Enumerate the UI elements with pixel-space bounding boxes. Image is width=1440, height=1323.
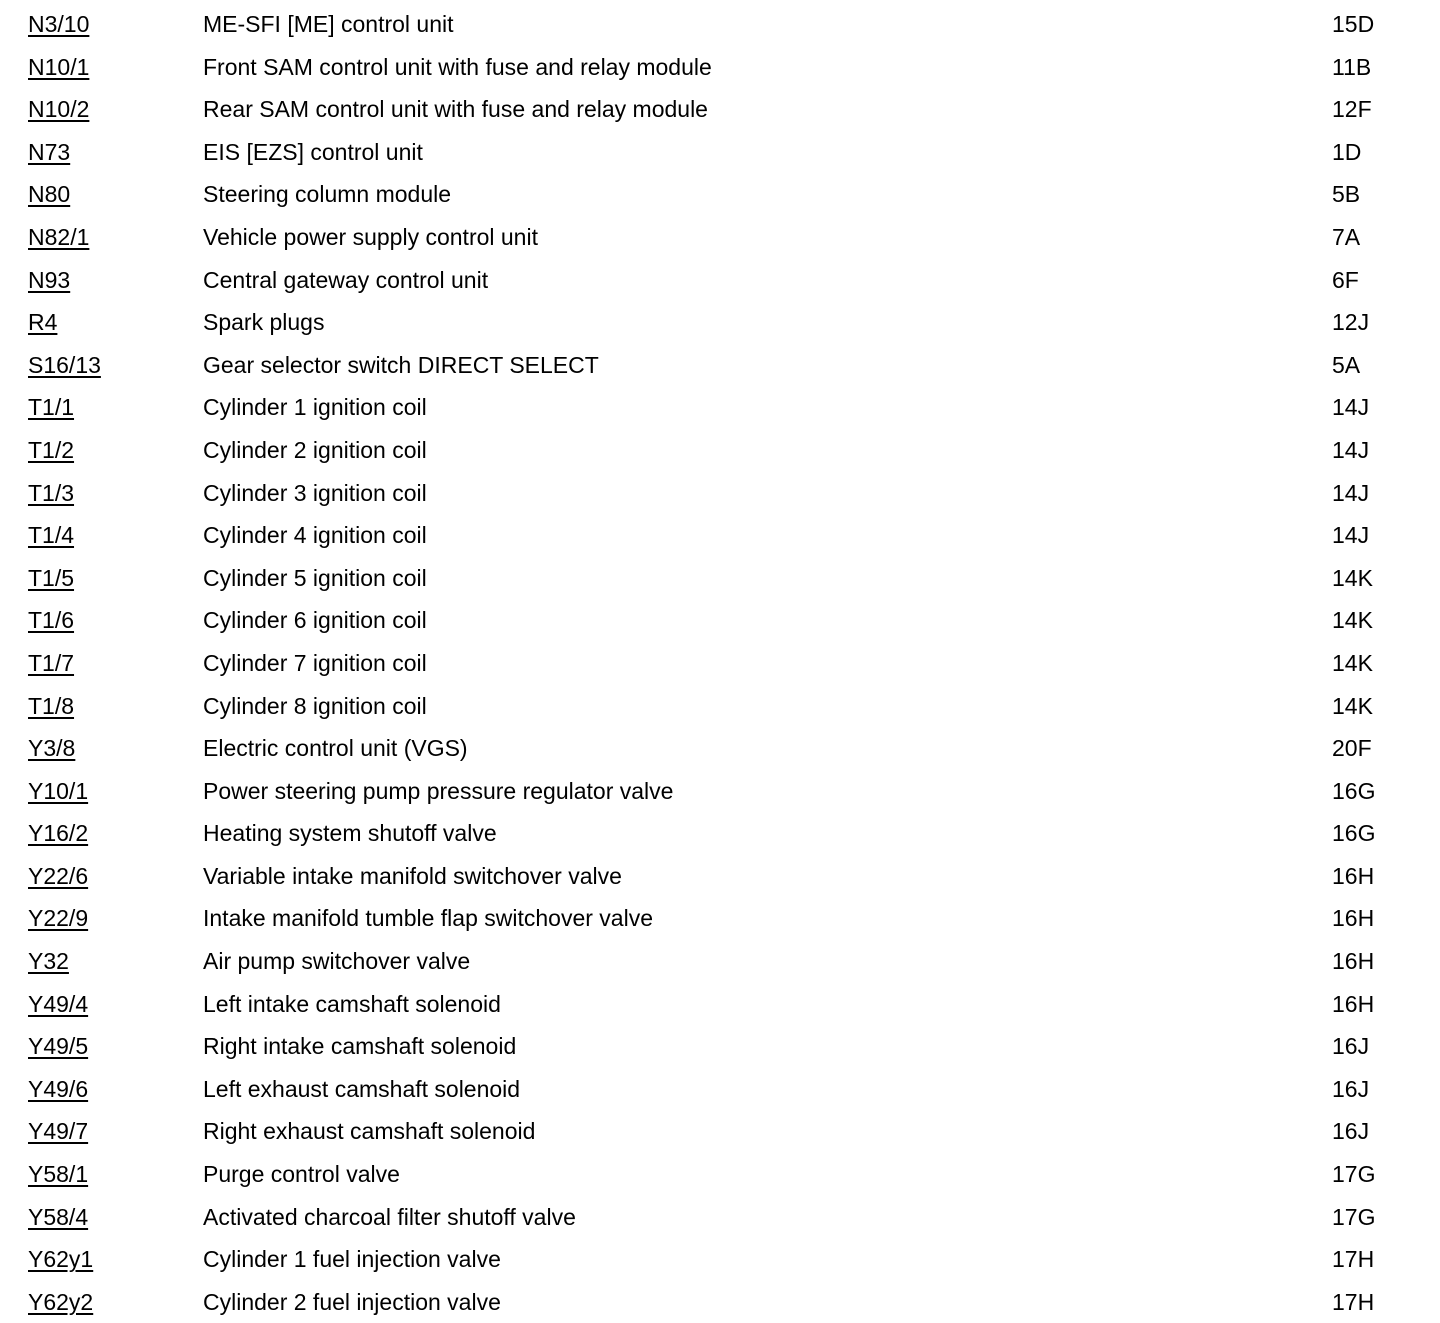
grid-location: 15D xyxy=(1332,11,1375,37)
table-row xyxy=(0,514,1440,557)
table-row xyxy=(0,344,1440,387)
component-description: Electric control unit (VGS) xyxy=(203,735,468,762)
component-description: Central gateway control unit xyxy=(203,266,489,293)
component-code-link[interactable]: Y49/7 xyxy=(28,1118,89,1145)
component-code-link[interactable]: Y32 xyxy=(28,948,69,975)
component-code-link[interactable]: Y49/6 xyxy=(28,1075,89,1102)
table-row xyxy=(0,386,1440,429)
component-description: Activated charcoal filter shutoff valve xyxy=(203,1203,576,1230)
table-row xyxy=(0,1110,1440,1153)
component-code-link[interactable]: T1/2 xyxy=(28,436,75,463)
component-description: Cylinder 3 ignition coil xyxy=(203,479,427,506)
component-code-link[interactable]: Y62y2 xyxy=(28,1288,94,1315)
table-row xyxy=(0,940,1440,983)
component-code-link[interactable]: R4 xyxy=(28,309,58,336)
grid-location: 5B xyxy=(1332,181,1361,208)
component-description: Cylinder 6 ignition coil xyxy=(203,607,427,634)
grid-location: 11B xyxy=(1332,53,1372,80)
component-legend-table xyxy=(0,3,1440,1323)
component-code-link[interactable]: Y49/5 xyxy=(28,1033,89,1060)
component-description: ME-SFI [ME] control unit xyxy=(203,11,454,37)
grid-location: 14J xyxy=(1332,479,1370,506)
table-row xyxy=(0,685,1440,728)
table-row xyxy=(0,770,1440,813)
component-description: Cylinder 1 ignition coil xyxy=(203,394,427,421)
table-row xyxy=(0,557,1440,600)
table-row xyxy=(0,727,1440,770)
grid-location: 16H xyxy=(1332,905,1375,932)
component-code-link[interactable]: Y16/2 xyxy=(28,820,89,847)
table-row xyxy=(0,1238,1440,1281)
table-row xyxy=(0,3,1440,46)
component-description: Spark plugs xyxy=(203,309,325,336)
grid-location: 16J xyxy=(1332,1118,1370,1145)
component-description: Cylinder 7 ignition coil xyxy=(203,649,427,676)
grid-location: 16H xyxy=(1332,862,1375,889)
grid-location: 1D xyxy=(1332,138,1362,165)
component-description: Steering column module xyxy=(203,181,452,208)
grid-location: 14K xyxy=(1332,692,1373,719)
table-row xyxy=(0,983,1440,1026)
component-code-link[interactable]: Y10/1 xyxy=(28,777,89,804)
component-code-link[interactable]: T1/1 xyxy=(28,394,75,421)
component-description: Cylinder 4 ignition coil xyxy=(203,522,427,549)
component-code-link[interactable]: T1/4 xyxy=(28,522,75,549)
table-row xyxy=(0,1196,1440,1239)
component-code-link[interactable]: N73 xyxy=(28,138,71,165)
grid-location: 14J xyxy=(1332,436,1370,463)
grid-location: 14K xyxy=(1332,649,1373,676)
component-description: Power steering pump pressure regulator valve xyxy=(203,777,674,804)
table-row xyxy=(0,1281,1440,1323)
table-row xyxy=(0,812,1440,855)
component-code-link[interactable]: Y58/1 xyxy=(28,1161,89,1188)
component-code-link[interactable]: Y58/4 xyxy=(28,1203,89,1230)
grid-location: 17G xyxy=(1332,1161,1376,1188)
component-description: Right intake camshaft solenoid xyxy=(203,1033,517,1060)
grid-location: 16G xyxy=(1332,777,1376,804)
component-description: Intake manifold tumble flap switchover valve xyxy=(203,905,653,932)
table-row xyxy=(0,173,1440,216)
component-code-link[interactable]: T1/8 xyxy=(28,692,75,719)
grid-location: 16H xyxy=(1332,948,1375,975)
component-code-link[interactable]: N10/1 xyxy=(28,53,90,80)
table-row xyxy=(0,472,1440,515)
component-code-link[interactable]: N3/10 xyxy=(28,11,90,37)
table-row xyxy=(0,429,1440,472)
component-description: Purge control valve xyxy=(203,1161,400,1188)
grid-location: 16J xyxy=(1332,1075,1370,1102)
grid-location: 14K xyxy=(1332,564,1373,591)
component-description: Variable intake manifold switchover valve xyxy=(203,862,622,889)
component-description: Vehicle power supply control unit xyxy=(203,223,538,250)
grid-location: 17H xyxy=(1332,1288,1375,1315)
component-code-link[interactable]: Y49/4 xyxy=(28,990,89,1017)
component-description: Right exhaust camshaft solenoid xyxy=(203,1118,536,1145)
grid-location: 6F xyxy=(1332,266,1359,293)
component-code-link[interactable]: T1/3 xyxy=(28,479,75,506)
grid-location: 16H xyxy=(1332,990,1375,1017)
table-row xyxy=(0,216,1440,259)
grid-location: 14J xyxy=(1332,522,1370,549)
table-row xyxy=(0,1153,1440,1196)
component-code-link[interactable]: S16/13 xyxy=(28,351,101,378)
component-description: Cylinder 1 fuel injection valve xyxy=(203,1246,501,1273)
grid-location: 12F xyxy=(1332,96,1372,123)
grid-location: 20F xyxy=(1332,735,1372,762)
grid-location: 14K xyxy=(1332,607,1373,634)
component-code-link[interactable]: Y3/8 xyxy=(28,735,76,762)
grid-location: 14J xyxy=(1332,394,1370,421)
table-row xyxy=(0,131,1440,174)
component-description: Heating system shutoff valve xyxy=(203,820,497,847)
grid-location: 12J xyxy=(1332,309,1370,336)
table-row xyxy=(0,301,1440,344)
component-description: Cylinder 2 fuel injection valve xyxy=(203,1288,501,1315)
component-code-link[interactable]: Y62y1 xyxy=(28,1246,94,1273)
component-code-link[interactable]: T1/5 xyxy=(28,564,75,591)
component-description: Air pump switchover valve xyxy=(203,948,471,975)
component-code-link[interactable]: N10/2 xyxy=(28,96,90,123)
table-row xyxy=(0,897,1440,940)
table-row xyxy=(0,88,1440,131)
component-code-link[interactable]: N82/1 xyxy=(28,223,90,250)
table-row xyxy=(0,46,1440,89)
component-description: Cylinder 8 ignition coil xyxy=(203,692,427,719)
component-description: EIS [EZS] control unit xyxy=(203,138,423,165)
grid-location: 16J xyxy=(1332,1033,1370,1060)
table-row xyxy=(0,259,1440,302)
table-row xyxy=(0,1025,1440,1068)
grid-location: 5A xyxy=(1332,351,1361,378)
grid-location: 17G xyxy=(1332,1203,1376,1230)
component-code-link[interactable]: T1/6 xyxy=(28,607,75,634)
grid-location: 17H xyxy=(1332,1246,1375,1273)
component-code-link[interactable]: N93 xyxy=(28,266,71,293)
component-description: Cylinder 2 ignition coil xyxy=(203,436,427,463)
component-description: Gear selector switch DIRECT SELECT xyxy=(203,351,599,378)
table-row xyxy=(0,599,1440,642)
grid-location: 7A xyxy=(1332,223,1361,250)
table-row xyxy=(0,855,1440,898)
component-description: Left intake camshaft solenoid xyxy=(203,990,501,1017)
table-row xyxy=(0,642,1440,685)
grid-location: 16G xyxy=(1332,820,1376,847)
component-code-link[interactable]: N80 xyxy=(28,181,71,208)
component-description: Left exhaust camshaft solenoid xyxy=(203,1075,521,1102)
component-description: Rear SAM control unit with fuse and relay module xyxy=(203,96,708,123)
component-code-link[interactable]: Y22/9 xyxy=(28,905,89,932)
component-description: Front SAM control unit with fuse and relay module xyxy=(203,53,712,80)
component-code-link[interactable]: Y22/6 xyxy=(28,862,89,889)
component-code-link[interactable]: T1/7 xyxy=(28,649,75,676)
table-row xyxy=(0,1068,1440,1111)
component-description: Cylinder 5 ignition coil xyxy=(203,564,427,591)
